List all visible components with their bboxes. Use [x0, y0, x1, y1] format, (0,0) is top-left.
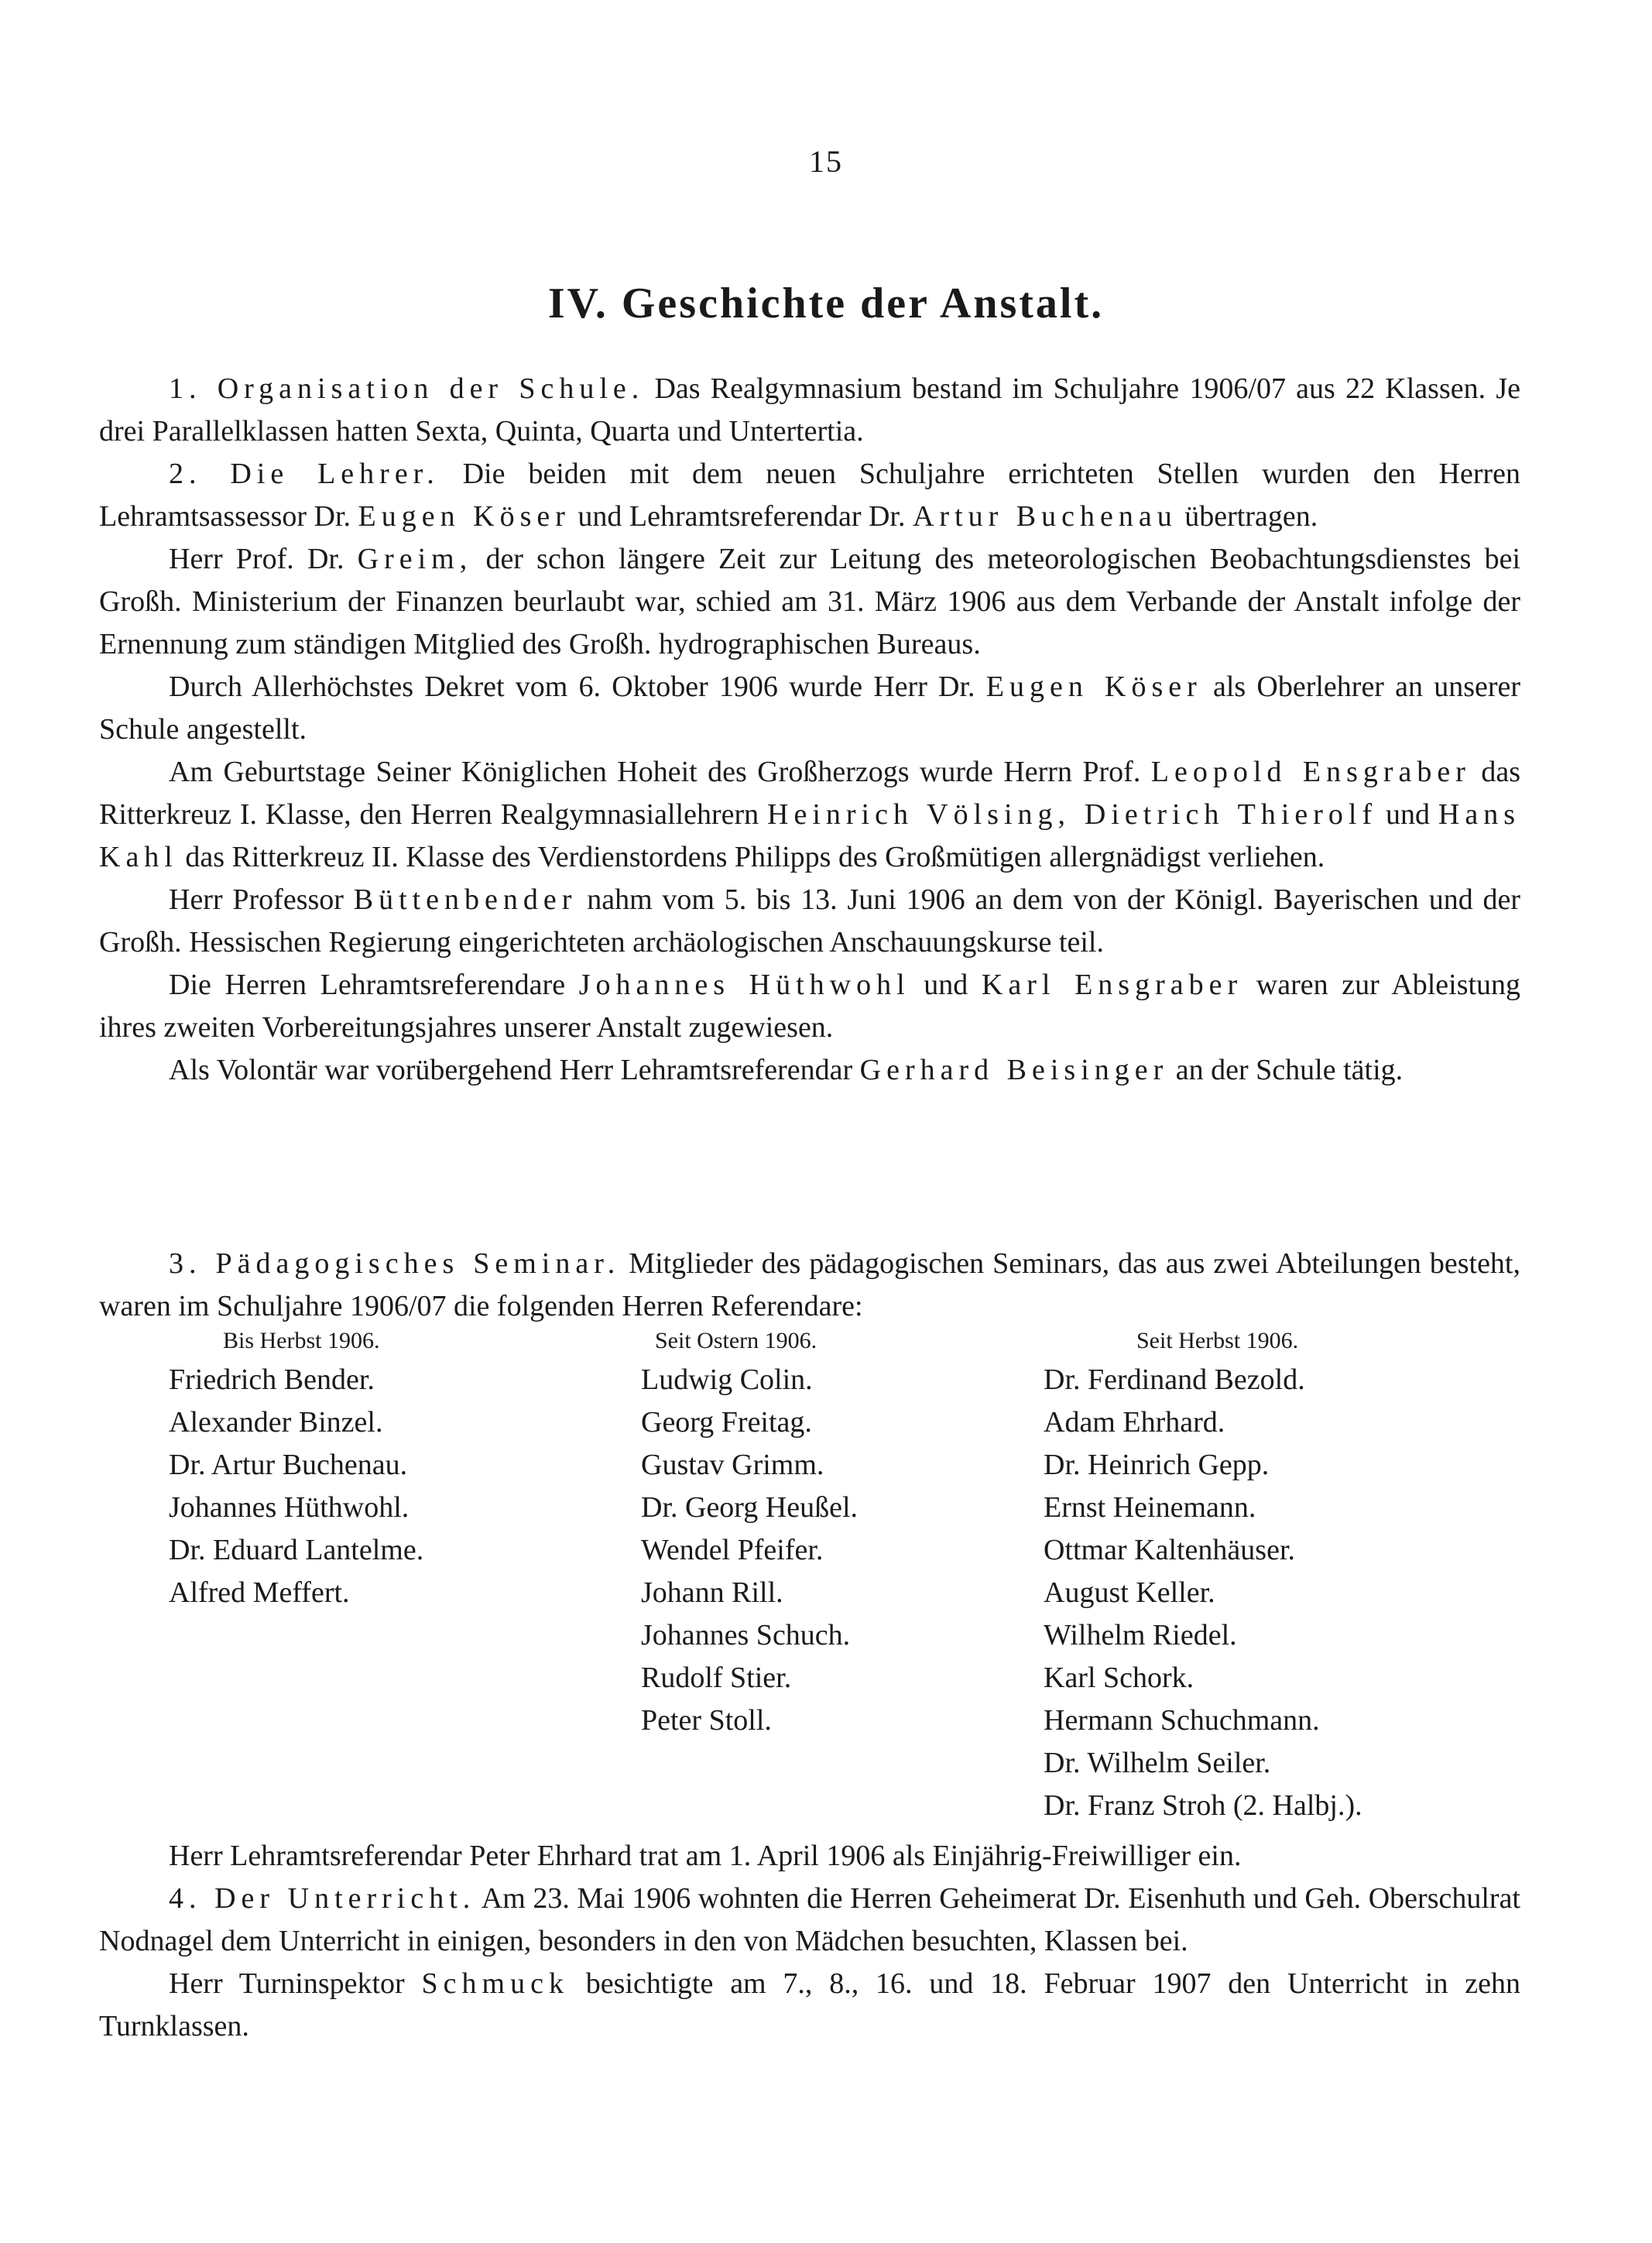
paragraph-text: das Ritterkreuz I. Klasse, den Herren Realgymnasiallehrern	[99, 756, 1520, 831]
list-item: Alexander Binzel.	[169, 1406, 383, 1439]
list-item: Dr. Eduard Lantelme.	[169, 1534, 424, 1566]
name-column	[1044, 1359, 1362, 1827]
paragraph-text: besichtigte am 7., 8., 16. und 18. Februar 1907 den Unterricht in zehn Turnklassen.	[99, 1967, 1521, 2042]
list-item: Gustav Grimm.	[641, 1449, 824, 1481]
section-teachers	[99, 453, 1520, 1092]
person-name: Hans Kahl	[99, 798, 1520, 873]
paragraph-text: Mitglieder des pädagogischen Seminars, das aus zwei Abteilungen besteht, waren im Schuljahre 1906/07 die folgenden Herren Referendare:	[99, 1247, 1520, 1322]
paragraph	[99, 879, 1520, 964]
paragraph	[99, 453, 1520, 538]
person-name: Leopold Ensgraber	[1150, 756, 1471, 788]
section-title: 4. Der Unterricht.	[169, 1882, 476, 1915]
paragraph-text: Am Geburtstage Seiner Königlichen Hoheit des Großherzogs wurde Herrn Prof.	[169, 756, 1141, 788]
page-title: IV. Geschichte der Anstalt.	[547, 280, 1105, 328]
paragraph-text: Die Herren Lehramtsreferendare	[169, 969, 566, 1001]
column-header: Seit Ostern 1906.	[655, 1328, 817, 1353]
section-organisation	[99, 368, 1520, 453]
paragraph	[99, 1835, 1520, 1878]
paragraph-text: waren zur Ableistung ihres zweiten Vorbereitungsjahres unserer Anstalt zugewiesen.	[99, 969, 1521, 1044]
paragraph	[99, 538, 1520, 666]
paragraph-text: übertragen.	[1184, 500, 1318, 533]
paragraph-text: Herr Prof. Dr.	[169, 543, 344, 575]
paragraph	[99, 1243, 1520, 1328]
person-name: Artur Buchenau	[912, 500, 1177, 533]
list-item: Peter Stoll.	[641, 1704, 772, 1737]
list-item: Ernst Heinemann.	[1044, 1491, 1256, 1524]
paragraph	[99, 1878, 1520, 1963]
name-column	[169, 1359, 423, 1614]
list-item: Dr. Georg Heußel.	[641, 1491, 859, 1524]
paragraph-text: Am 23. Mai 1906 wohnten die Herren Geheimerat Dr. Eisenhuth und Geh. Oberschulrat Nodnagel dem Unterricht in einigen, besonders in den von Mädchen besuchten, Klassen bei.	[99, 1882, 1520, 1957]
list-item: Dr. Franz Stroh (2. Halbj.).	[1044, 1789, 1362, 1822]
paragraph-text: Durch Allerhöchstes Dekret vom 6. Oktober 1906 wurde Herr Dr.	[169, 670, 975, 703]
list-item: Johannes Hüthwohl.	[169, 1491, 410, 1524]
list-item: Rudolf Stier.	[641, 1662, 792, 1694]
list-item: Ottmar Kaltenhäuser.	[1044, 1534, 1296, 1566]
section-title: 1. Organisation der Schule.	[169, 372, 645, 405]
paragraph	[99, 368, 1520, 453]
person-name: Eugen Köser	[985, 670, 1202, 703]
paragraph-text: Herr Turninspektor	[169, 1967, 405, 2000]
person-name: Heinrich Völsing, Dietrich Thierolf	[767, 798, 1378, 831]
paragraph-text: an der Schule tätig.	[1175, 1054, 1404, 1086]
seminar-column-headers	[99, 1328, 1520, 1359]
list-item: Karl Schork.	[1044, 1662, 1194, 1694]
person-name: Karl Ensgraber	[981, 969, 1243, 1001]
section-title: 3. Pädagogisches Seminar.	[169, 1247, 621, 1280]
paragraph-text: Herr Lehramtsreferendar Peter Ehrhard trat am 1. April 1906 als Einjährig-Freiwilliger ein.	[169, 1840, 1242, 1872]
list-item: Dr. Artur Buchenau.	[169, 1449, 408, 1481]
paragraph-text: Das Realgymnasium bestand im Schuljahre 1906/07 aus 22 Klassen. Je drei Parallelklassen hatten Sexta, Quinta, Quarta und Untertertia.	[99, 372, 1520, 448]
list-item: Wilhelm Riedel.	[1044, 1619, 1237, 1651]
person-name: Greim,	[357, 543, 473, 575]
person-name: Johannes Hüthwohl	[578, 969, 910, 1001]
paragraph-text: Herr Professor	[169, 883, 344, 916]
person-name: Eugen Köser	[358, 500, 571, 533]
page-number: 15	[809, 144, 843, 179]
person-name: Büttenbender	[353, 883, 578, 916]
paragraph	[99, 1049, 1520, 1092]
paragraph	[99, 964, 1520, 1049]
paragraph-text: und	[1386, 798, 1430, 831]
list-item: Georg Freitag.	[641, 1406, 812, 1439]
paragraph-text: und	[924, 969, 968, 1001]
list-item: Dr. Wilhelm Seiler.	[1044, 1747, 1271, 1779]
paragraph-text: der schon längere Zeit zur Leitung des meteorologischen Beobachtungsdienstes bei Großh. Ministerium der Finanzen beurlaubt war, schied am 31. März 1906 aus dem Verbande der Anstalt infolge der Ernennung zum ständigen Mitglied des Großh. hydrographischen Bureaus.	[99, 543, 1521, 660]
section-instruction	[99, 1835, 1520, 2048]
list-item: Adam Ehrhard.	[1044, 1406, 1225, 1439]
column-header: Bis Herbst 1906.	[223, 1328, 380, 1353]
list-item: Dr. Ferdinand Bezold.	[1044, 1363, 1305, 1396]
person-name: Schmuck	[421, 1967, 569, 2000]
list-item: August Keller.	[1044, 1576, 1215, 1609]
name-column	[641, 1359, 858, 1742]
list-item: Wendel Pfeifer.	[641, 1534, 824, 1566]
paragraph-text: als Oberlehrer an unserer Schule angestellt.	[99, 670, 1521, 746]
paragraph	[99, 751, 1520, 879]
paragraph-text: und Lehramtsreferendar Dr.	[578, 500, 906, 533]
column-header: Seit Herbst 1906.	[1136, 1328, 1299, 1353]
paragraph-text: Die beiden mit dem neuen Schuljahre errichteten Stellen wurden den Herren Lehramtsassessor Dr.	[99, 458, 1520, 533]
paragraph	[99, 1963, 1520, 2048]
list-item: Hermann Schuchmann.	[1044, 1704, 1320, 1737]
list-item: Johann Rill.	[641, 1576, 783, 1609]
list-item: Johannes Schuch.	[641, 1619, 851, 1651]
paragraph-text: nahm vom 5. bis 13. Juni 1906 an dem von der Königl. Bayerischen und der Großh. Hessischen Regierung eingerichteten archäologischen Anschauungskurse teil.	[99, 883, 1521, 959]
person-name: Gerhard Beisinger	[859, 1054, 1169, 1086]
list-item: Dr. Heinrich Gepp.	[1044, 1449, 1270, 1481]
paragraph-text: das Ritterkreuz II. Klasse des Verdienstordens Philipps des Großmütigen allergnädigst verliehen.	[185, 841, 1325, 873]
list-item: Ludwig Colin.	[641, 1363, 813, 1396]
paragraph-text: Als Volontär war vorübergehend Herr Lehramtsreferendar	[169, 1054, 853, 1086]
list-item: Friedrich Bender.	[169, 1363, 375, 1396]
paragraph	[99, 666, 1520, 751]
section-seminar	[99, 1243, 1520, 1328]
section-title: 2. Die Lehrer.	[169, 458, 440, 490]
list-item: Alfred Meffert.	[169, 1576, 350, 1609]
